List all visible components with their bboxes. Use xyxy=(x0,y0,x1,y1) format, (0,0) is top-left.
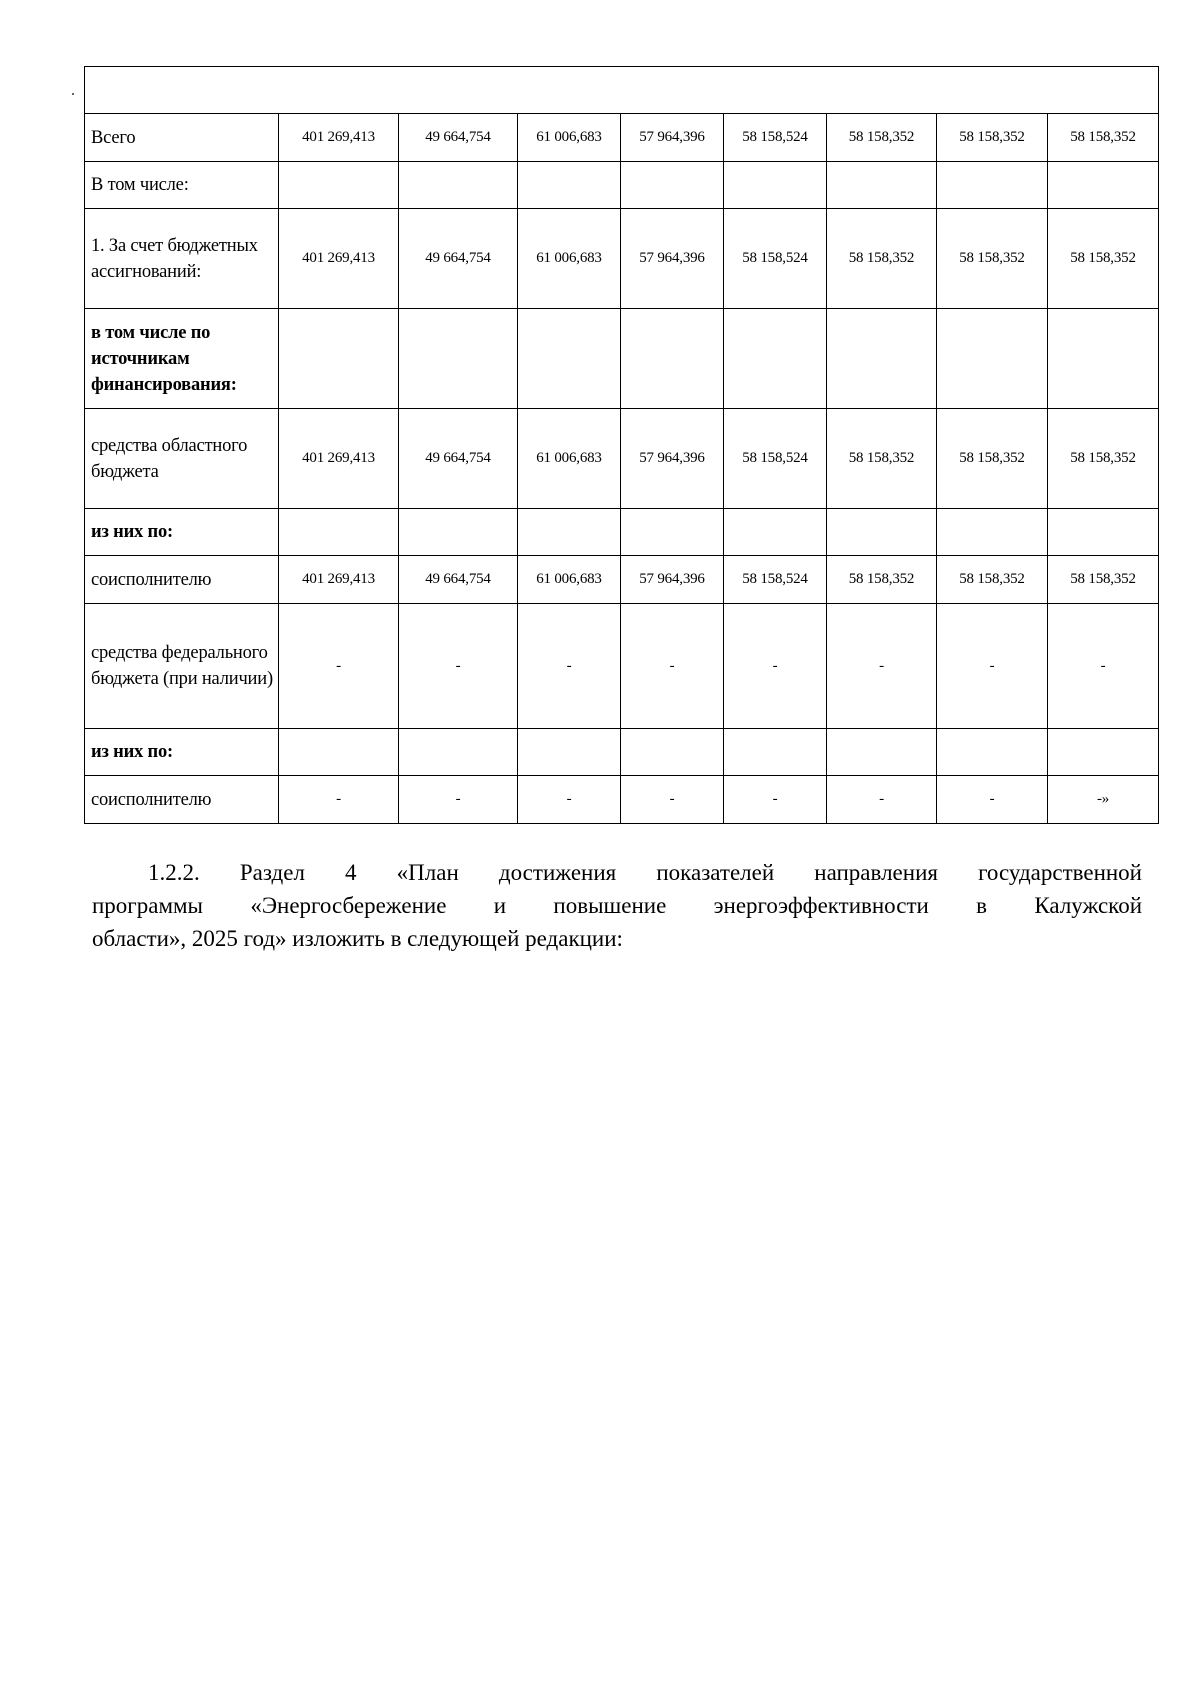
value-cell xyxy=(279,162,399,209)
table-row xyxy=(85,556,1159,604)
value-cell: - xyxy=(827,604,937,729)
value-cell: 58 158,352 xyxy=(827,556,937,604)
value-cell: 58 158,352 xyxy=(937,114,1048,162)
row-label: Всего xyxy=(85,114,279,162)
value-cell xyxy=(279,309,399,409)
value-cell: - xyxy=(518,776,621,824)
value-cell: 58 158,524 xyxy=(724,209,827,309)
value-cell: 49 664,754 xyxy=(399,209,518,309)
value-cell xyxy=(1048,309,1159,409)
value-cell xyxy=(518,309,621,409)
value-cell xyxy=(399,309,518,409)
value-cell: - xyxy=(399,604,518,729)
value-cell: -» xyxy=(1048,776,1159,824)
value-cell: 58 158,352 xyxy=(827,114,937,162)
value-cell xyxy=(621,309,724,409)
row-label: из них по: xyxy=(85,729,279,776)
row-label: из них по: xyxy=(85,509,279,556)
value-cell xyxy=(1048,509,1159,556)
value-cell: 58 158,352 xyxy=(827,409,937,509)
row-label: 1. За счет бюджетных ассигнований: xyxy=(85,209,279,309)
value-cell xyxy=(937,162,1048,209)
row-label: соисполнителю xyxy=(85,556,279,604)
table-row xyxy=(85,309,1159,409)
value-cell: 401 269,413 xyxy=(279,409,399,509)
value-cell: 57 964,396 xyxy=(621,409,724,509)
value-cell: 49 664,754 xyxy=(399,556,518,604)
value-cell xyxy=(724,509,827,556)
value-cell xyxy=(827,309,937,409)
value-cell: 57 964,396 xyxy=(621,114,724,162)
value-cell xyxy=(937,509,1048,556)
value-cell: - xyxy=(724,776,827,824)
paragraph-line: 1.2.2. Раздел 4 «План достижения показателей направления государственной xyxy=(148,860,1142,885)
row-label: в том числе по источникам финансирования: xyxy=(85,309,279,409)
table-row xyxy=(85,409,1159,509)
financing-table xyxy=(84,66,1159,824)
row-label: В том числе: xyxy=(85,162,279,209)
value-cell xyxy=(518,509,621,556)
value-cell xyxy=(827,729,937,776)
row-label: соисполнителю xyxy=(85,776,279,824)
table-row xyxy=(85,114,1159,162)
value-cell xyxy=(621,509,724,556)
value-cell: 58 158,352 xyxy=(1048,556,1159,604)
value-cell xyxy=(518,162,621,209)
table-row xyxy=(85,729,1159,776)
table-row xyxy=(85,776,1159,824)
table-header-row xyxy=(85,67,1159,114)
value-cell: 401 269,413 xyxy=(279,556,399,604)
value-cell: 57 964,396 xyxy=(621,556,724,604)
value-cell: - xyxy=(279,776,399,824)
value-cell xyxy=(399,162,518,209)
value-cell: - xyxy=(1048,604,1159,729)
value-cell xyxy=(621,162,724,209)
paragraph-line: программы «Энергосбережение и повышение энергоэффективности в Калужской xyxy=(92,893,1142,918)
value-cell: 58 158,352 xyxy=(937,556,1048,604)
row-label: средства областного бюджета xyxy=(85,409,279,509)
scan-speck xyxy=(72,93,74,95)
value-cell xyxy=(1048,729,1159,776)
value-cell: 58 158,352 xyxy=(1048,114,1159,162)
value-cell: - xyxy=(827,776,937,824)
value-cell xyxy=(724,729,827,776)
value-cell: - xyxy=(724,604,827,729)
value-cell xyxy=(724,309,827,409)
table-row xyxy=(85,604,1159,729)
value-cell: 401 269,413 xyxy=(279,209,399,309)
value-cell: 57 964,396 xyxy=(621,209,724,309)
table-row xyxy=(85,162,1159,209)
value-cell xyxy=(621,729,724,776)
value-cell: - xyxy=(399,776,518,824)
value-cell xyxy=(279,509,399,556)
table-row xyxy=(85,509,1159,556)
value-cell xyxy=(827,162,937,209)
value-cell: - xyxy=(621,604,724,729)
value-cell: 58 158,352 xyxy=(937,209,1048,309)
value-cell: 61 006,683 xyxy=(518,409,621,509)
value-cell: 58 158,524 xyxy=(724,114,827,162)
value-cell: 58 158,352 xyxy=(937,409,1048,509)
value-cell xyxy=(399,509,518,556)
header-cell xyxy=(85,67,1159,114)
value-cell: - xyxy=(279,604,399,729)
value-cell: 58 158,524 xyxy=(724,556,827,604)
value-cell xyxy=(279,729,399,776)
value-cell xyxy=(827,509,937,556)
value-cell xyxy=(399,729,518,776)
value-cell: 58 158,524 xyxy=(724,409,827,509)
row-label: средства федерального бюджета (при наличии) xyxy=(85,604,279,729)
value-cell: 58 158,352 xyxy=(1048,209,1159,309)
value-cell: 61 006,683 xyxy=(518,209,621,309)
table-row xyxy=(85,209,1159,309)
value-cell: - xyxy=(937,604,1048,729)
value-cell: - xyxy=(518,604,621,729)
paragraph-line: области», 2025 год» изложить в следующей редакции: xyxy=(92,926,623,951)
value-cell: 58 158,352 xyxy=(827,209,937,309)
amendment-paragraph xyxy=(92,856,1142,955)
value-cell: 58 158,352 xyxy=(1048,409,1159,509)
value-cell: 61 006,683 xyxy=(518,114,621,162)
value-cell xyxy=(1048,162,1159,209)
value-cell xyxy=(724,162,827,209)
value-cell: - xyxy=(937,776,1048,824)
value-cell: 49 664,754 xyxy=(399,409,518,509)
value-cell: - xyxy=(621,776,724,824)
value-cell xyxy=(937,729,1048,776)
value-cell xyxy=(518,729,621,776)
value-cell: 61 006,683 xyxy=(518,556,621,604)
value-cell: 49 664,754 xyxy=(399,114,518,162)
value-cell: 401 269,413 xyxy=(279,114,399,162)
value-cell xyxy=(937,309,1048,409)
